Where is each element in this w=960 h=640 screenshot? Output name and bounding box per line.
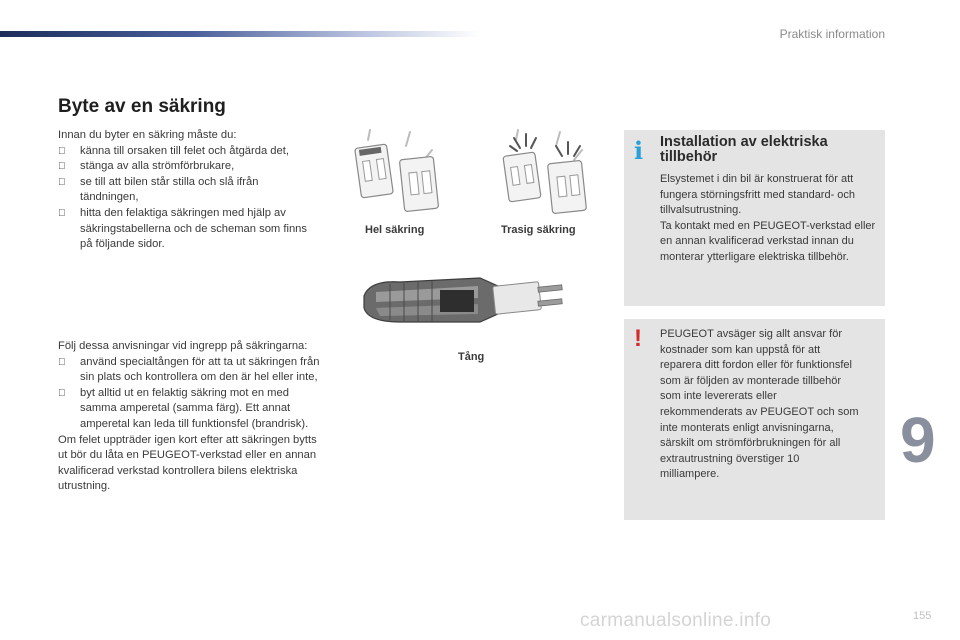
intro-column <box>58 128 320 253</box>
pliers-caption: Tång <box>458 351 485 363</box>
bullet-arrow-icon <box>58 355 66 371</box>
section-title: Praktisk information <box>779 27 885 41</box>
header-gradient-bar <box>0 31 480 37</box>
bullet-arrow-icon <box>58 159 66 175</box>
bullet-arrow-icon <box>58 206 66 222</box>
fuse-pliers-illustration <box>360 268 570 334</box>
steps-intro: Följ dessa anvisningar vid ingrepp på säkringarna: <box>58 340 308 352</box>
warning-box-text: PEUGEOT avsäger sig allt ansvar för kostnader som kan uppstå för att reparera ditt fordon eller för funktionsfel som är följden av monterade tillbehör som inte levererats eller rekommenderats av PEUGEOT och som inte monterats enligt anvisningarna, särskilt om strömförbrukningen för all extrautrustning överstiger 10 milliampere. <box>660 328 859 481</box>
blown-fuse-illustration <box>500 128 592 218</box>
list-item: byt alltid ut en felaktig säkring mot en med samma amperetal (samma färg). Ett annat amperetal kan leda till funktionsfel (brandrisk). <box>58 386 320 433</box>
list-item: använd specialtången för att ta ut säkringen från sin plats och kontrollera om den är hel eller inte, <box>58 355 320 386</box>
intro-list <box>58 144 320 253</box>
warning-box <box>624 319 885 520</box>
info-box-title: Installation av elektriska tillbehör <box>660 134 828 165</box>
list-item: hitta den felaktiga säkringen med hjälp av säkringstabellerna och de scheman som finns på följande sidor. <box>58 206 320 253</box>
bullet-arrow-icon <box>58 386 66 402</box>
info-box-text: Elsystemet i din bil är konstruerat för att fungera störningsfritt med standard- och tillvalsutrustning. Ta kontakt med en PEUGEOT-verkstad eller en annan kvalificerad verkstad innan du monterar ytterligare elektriska tillbehör. <box>660 173 876 263</box>
blown-fuse-caption: Trasig säkring <box>501 224 576 236</box>
info-box <box>624 130 885 306</box>
chapter-number: 9 <box>900 404 936 476</box>
bullet-arrow-icon <box>58 175 66 191</box>
good-fuse-illustration <box>352 128 444 218</box>
watermark: carmanualsonline.info <box>580 610 772 631</box>
steps-list <box>58 355 320 433</box>
bullet-arrow-icon <box>58 144 66 160</box>
closing-text: Om felet uppträder igen kort efter att säkringen bytts ut bör du låta en PEUGEOT-verkstad eller en annan kvalificerad verkstad kontrollera bilens elektriska utrustning. <box>58 433 317 493</box>
info-icon: i <box>634 136 644 165</box>
page-number: 155 <box>913 610 932 622</box>
list-item: se till att bilen står stilla och slå ifrån tändningen, <box>58 175 320 206</box>
page-title: Byte av en säkring <box>58 96 226 117</box>
list-item: stänga av alla strömförbrukare, <box>58 159 320 175</box>
steps-column <box>58 339 320 495</box>
list-item: känna till orsaken till felet och åtgärda det, <box>58 144 320 160</box>
warning-icon: ! <box>634 325 642 352</box>
intro-text: Innan du byter en säkring måste du: <box>58 129 237 141</box>
good-fuse-caption: Hel säkring <box>365 224 425 236</box>
